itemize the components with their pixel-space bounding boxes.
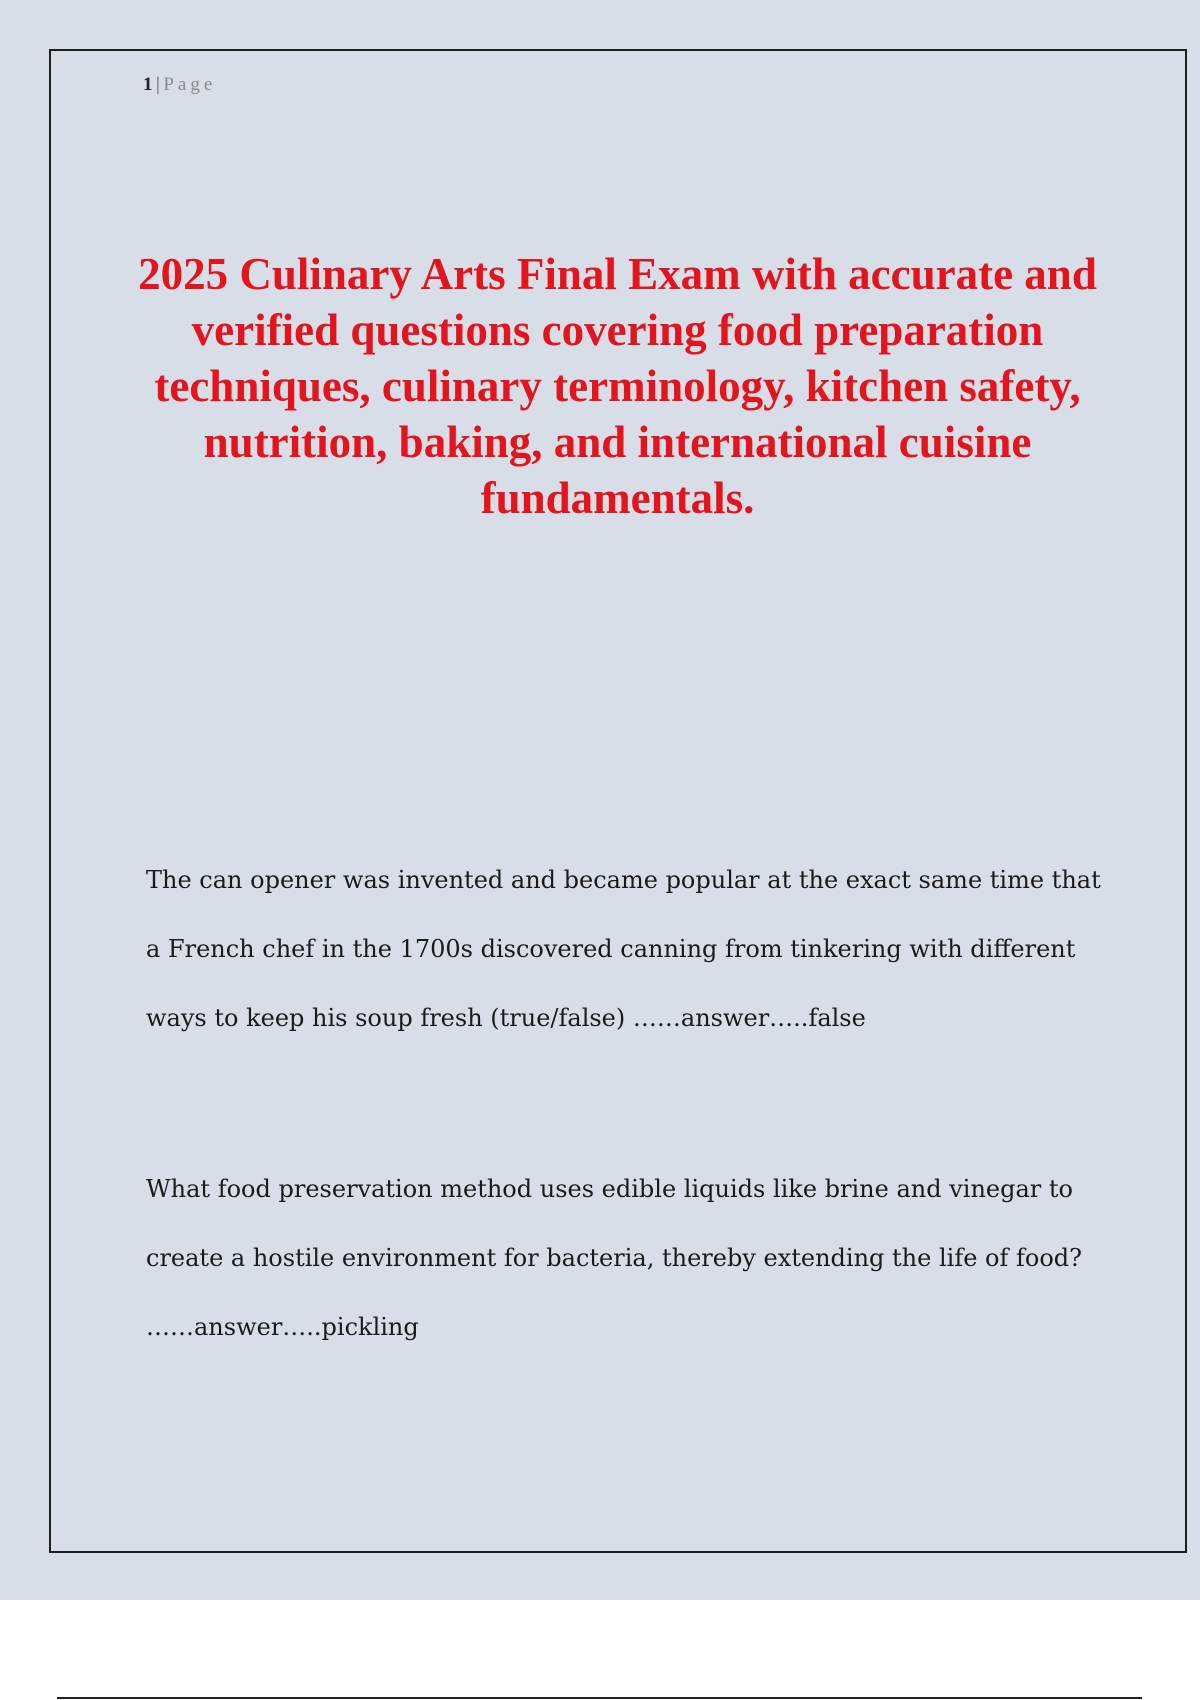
- footer-rule: [57, 1697, 1142, 1699]
- page-number: 1: [143, 74, 153, 95]
- page-separator: |: [156, 74, 161, 95]
- document-title: 2025 Culinary Arts Final Exam with accurate and verified questions covering food preparation techniques, culinary terminology, kitchen safety, nutrition, baking, and international cuisine fundamentals.: [138, 249, 1097, 523]
- question-2: What food preservation method uses edible liquids like brine and vinegar to create a hostile environment for bacteria, thereby extending the life of food? ……answer…..pickling: [146, 1175, 1082, 1341]
- question-1: The can opener was invented and became popular at the exact same time that a French chef in the 1700s discovered canning from tinkering with different ways to keep his soup fresh (true/false) ……answer…..false: [146, 866, 1101, 1032]
- page-header: [143, 74, 216, 96]
- page-label: Page: [163, 74, 217, 95]
